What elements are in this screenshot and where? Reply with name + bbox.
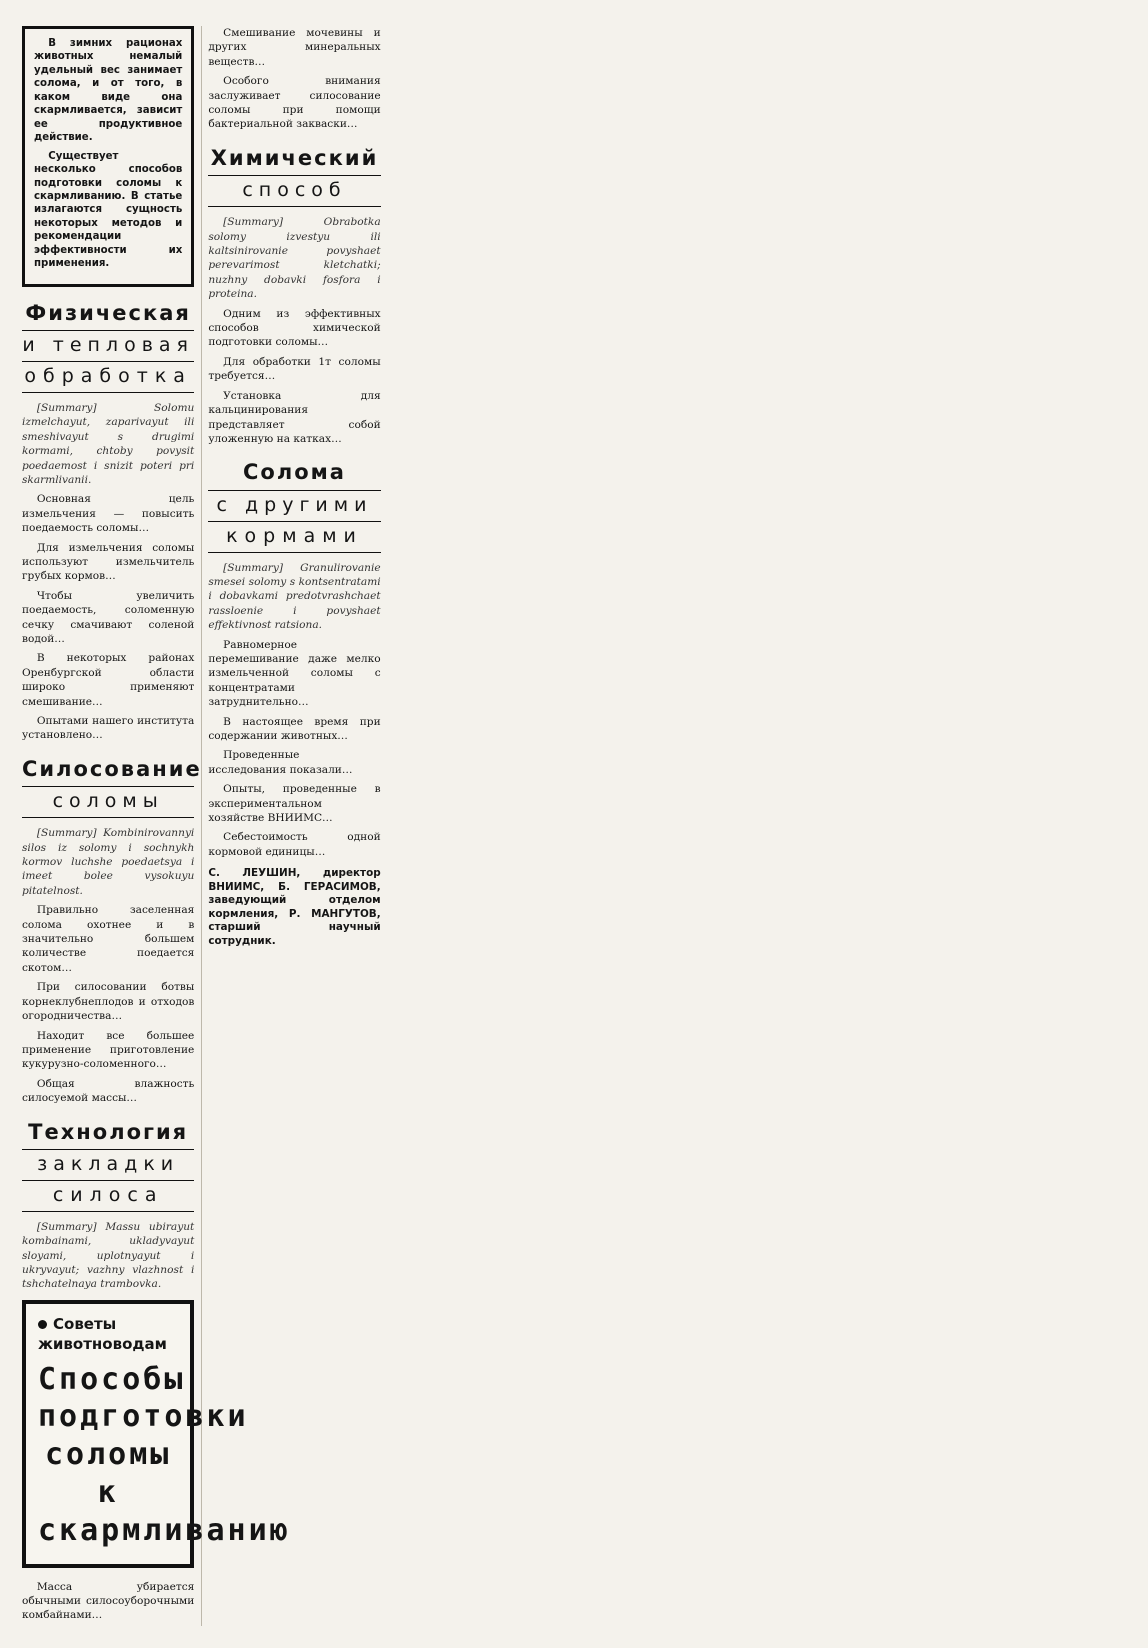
body-paragraph: Себестоимость одной кормовой единицы…	[208, 831, 381, 858]
section-heading-chemical	[208, 144, 380, 207]
body-paragraph: В настоящее время при содержании животных…	[208, 715, 381, 742]
heading-line: кормами	[208, 522, 380, 553]
heading-line: соломы	[22, 786, 194, 818]
body-paragraph: В некоторых районах Оренбургской области широко применяют смешивание…	[22, 652, 195, 708]
lede-box	[22, 26, 194, 287]
body-paragraph: Опытами нашего института установлено…	[22, 715, 195, 742]
lede-paragraph: В зимних рационах животных немалый удельный вес занимает солома, и от того, в каком виде она скармливается, зависит ее продуктивное действие.	[34, 38, 183, 144]
section-heading-other-feeds	[208, 458, 380, 552]
body-paragraph: Проведенные исследования показали…	[208, 749, 353, 776]
feature-title: Способы подготовки соломы к скармливанию	[38, 1361, 291, 1548]
body-paragraph: Для измельчения соломы используют измельчитель грубых кормов…	[22, 541, 195, 583]
heading-line: способ	[208, 175, 380, 207]
heading-line: Химический	[210, 145, 379, 170]
body-paragraph: Для обработки 1т соломы требуется…	[208, 355, 381, 383]
lede-paragraph: Существует несколько способов подготовки соломы к скармливанию. В статье излагаются сущность некоторых методов и рекомендации эффективности их применения.	[34, 150, 183, 270]
section-summary: [Summary] Solomu izmelchayut, zaparivayut ili smeshivayut s drugimi kormami, chtoby povysit poedaemost i snizit poteri pri skarmlivanii.	[22, 401, 195, 486]
heading-line: Технология	[28, 1119, 189, 1144]
body-paragraph: Правильно заселенная солома охотнее и в значительно большем количестве поедается скотом…	[22, 904, 195, 974]
heading-line: Физическая	[25, 300, 191, 325]
section-summary: [Summary] Massu ubirayut kombainami, ukladyvayut sloyami, uplotnyayut i ukryvayut; vazhny vlazhnost i tshchatelnaya trambovka.	[22, 1220, 195, 1291]
section-heading-physical	[22, 299, 194, 393]
body-paragraph: Находит все большее применение приготовление кукурузно-соломенного…	[22, 1029, 195, 1071]
heading-line: обработка	[22, 362, 194, 393]
bullet-icon	[38, 1320, 47, 1329]
heading-line: Солома	[243, 460, 346, 485]
feature-rubric-text: Советы животноводам	[38, 1314, 167, 1354]
article-columns	[22, 26, 1126, 1626]
heading-line: и тепловая	[22, 330, 194, 362]
heading-line: силоса	[22, 1181, 194, 1212]
feature-headline-box	[22, 1300, 291, 1568]
body-paragraph: При силосовании ботвы корнеклубнеплодов и отходов огородничества…	[22, 981, 195, 1023]
body-paragraph: Установка для кальцинирования представляет собой уложенную на катках…	[208, 389, 381, 445]
section-summary: [Summary] Kombinirovannyi silos iz solomy i sochnykh kormov luchshe poedaetsya i imeet bolee vysokuyu pitatelnost.	[22, 827, 195, 897]
body-paragraph: Опыты, проведенные в экспериментальном хозяйстве ВНИИМС…	[208, 783, 381, 825]
body-paragraph: Масса убирается обычными силосоуборочными комбайнами…	[22, 1580, 195, 1622]
section-summary: [Summary] Obrabotka solomy izvestyu ili kaltsinirovanie povyshaet perevarimost kletchatki; nuzhny dobavki fosfora i proteina.	[208, 216, 381, 301]
heading-line: с другими	[208, 490, 380, 522]
section-summary: [Summary] Granulirovanie smesei solomy s kontsentratami i dobavkami predotvrashchaet rassloenie i povyshaet effektivnost ratsiona.	[208, 561, 381, 632]
body-paragraph: Смешивание мочевины и других минеральных веществ…	[208, 27, 381, 68]
section-heading-technology	[22, 1118, 194, 1212]
body-paragraph: Основная цель измельчения — повысить поедаемость соломы…	[22, 493, 195, 535]
body-paragraph: Чтобы увеличить поедаемость, соломенную сечку смачивают соленой водой…	[22, 589, 195, 645]
body-paragraph: Равномерное перемешивание даже мелко измельченной соломы с концентратами затруднительно…	[208, 638, 381, 709]
section-heading-silage	[22, 755, 202, 818]
body-paragraph: Особого внимания заслуживает силосование соломы при помощи бактериальной закваски…	[208, 75, 381, 131]
body-paragraph: Одним из эффективных способов химической подготовки соломы…	[208, 307, 381, 349]
body-paragraph: Общая влажность силосуемой массы…	[22, 1077, 195, 1105]
heading-line: закладки	[22, 1149, 194, 1181]
byline: С. ЛЕУШИН, директор ВНИИМС, Б. ГЕРАСИМОВ, заведующий отделом кормления, Р. МАНГУТОВ, старший научный сотрудник.	[208, 867, 381, 947]
heading-line: Силосование	[22, 756, 202, 781]
feature-rubric	[38, 1314, 178, 1355]
